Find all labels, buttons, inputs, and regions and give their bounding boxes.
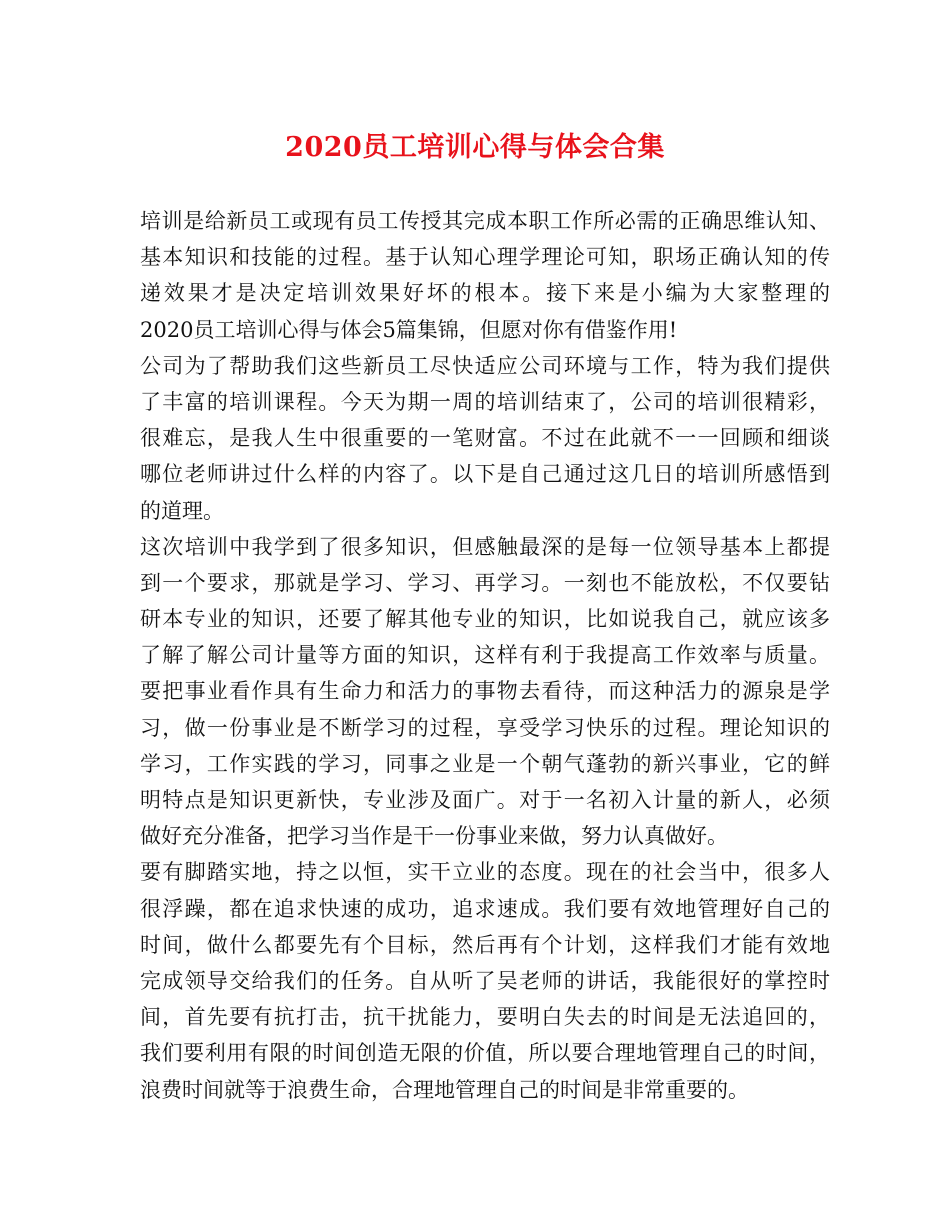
text-line: 递效果才是决定培训效果好坏的根本。接下来是小编为大家整理的 (140, 281, 830, 306)
text-line: 培训是给新员工或现有员工传授其完成本职工作所必需的正确思维认知、 (140, 209, 830, 233)
text-line: 做好充分准备，把学习当作是干一份事业来做，努力认真做好。 (140, 824, 728, 849)
text-line: 浪费时间就等于浪费生命，合理地管理自己的时间是非常重要的。 (140, 1077, 749, 1102)
text-line: 哪位老师讲过什么样的内容了。以下是自己通过这几日的培训所感悟到 (140, 462, 830, 487)
text-line: 习，做一份事业是不断学习的过程，享受学习快乐的过程。理论知识的 (140, 715, 830, 740)
text-line: 间，首先要有抗打击，抗干扰能力，要明白失去的时间是无法追回的， (140, 1005, 830, 1030)
text-line: 很难忘，是我人生中很重要的一笔财富。不过在此就不一一回顾和细谈 (140, 426, 830, 451)
text-line: 很浮躁，都在追求快速的成功，追求速成。我们要有效地管理好自己的 (140, 896, 830, 921)
document-title: 2020员工培训心得与体会合集 (285, 132, 665, 163)
text-line: 完成领导交给我们的任务。自从听了吴老师的讲话，我能很好的掌控时 (140, 968, 830, 993)
text-line: 研本专业的知识，还要了解其他专业的知识，比如说我自己，就应该多 (140, 607, 830, 632)
text-line: 的道理。 (140, 498, 224, 523)
text-line: 公司为了帮助我们这些新员工尽快适应公司环境与工作，特为我们提供 (140, 353, 830, 378)
text-line: 明特点是知识更新快，专业涉及面广。对于一名初入计量的新人，必须 (140, 788, 830, 812)
text-line: 基本知识和技能的过程。基于认知心理学理论可知，职场正确认知的传 (140, 245, 830, 270)
text-line: 学习，工作实践的学习，同事之业是一个朝气蓬勃的新兴事业，它的鲜 (140, 751, 830, 776)
text-line: 这次培训中我学到了很多知识，但感触最深的是每一位领导基本上都提 (140, 534, 830, 559)
text-line: 要有脚踏实地，持之以恒，实干立业的态度。现在的社会当中，很多人 (140, 860, 830, 885)
text-line: 了解了解公司计量等方面的知识，这样有利于我提高工作效率与质量。 (140, 643, 830, 668)
text-line: 我们要利用有限的时间创造无限的价值，所以要合理地管理自己的时间， (140, 1041, 830, 1066)
text-line: 到一个要求，那就是学习、学习、再学习。一刻也不能放松，不仅要钻 (140, 570, 830, 595)
text-line: 了丰富的培训课程。今天为期一周的培训结束了，公司的培训很精彩， (140, 389, 830, 414)
text-line: 要把事业看作具有生命力和活力的事物去看待，而这种活力的源泉是学 (140, 679, 830, 704)
text-line: 2020员工培训心得与体会5篇集锦，但愿对你有借鉴作用! (140, 317, 678, 342)
text-line: 时间，做什么都要先有个目标，然后再有个计划，这样我们才能有效地 (140, 932, 830, 957)
document-body (140, 203, 830, 1108)
